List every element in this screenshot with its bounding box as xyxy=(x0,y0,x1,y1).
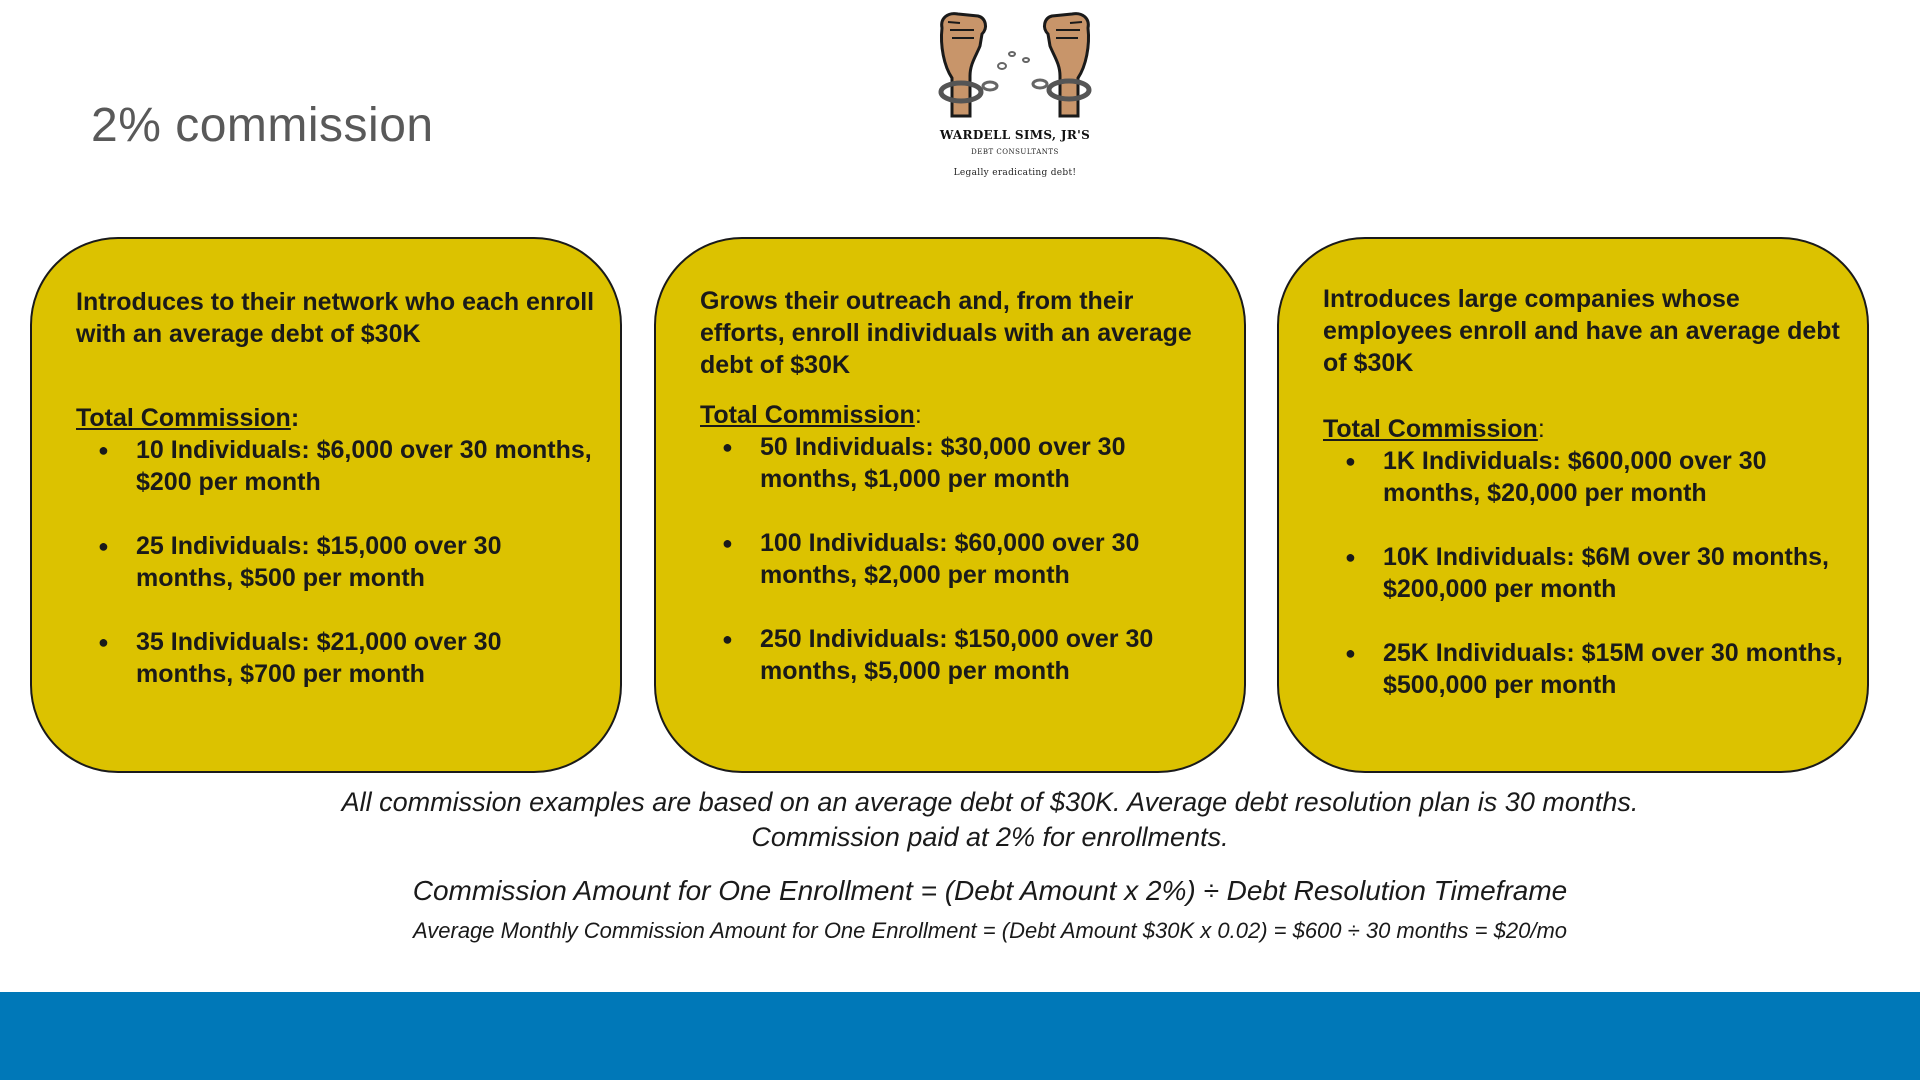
card-intro: Introduces to their network who each enroll with an average debt of $30K xyxy=(76,288,595,348)
list-item: ● 250 Individuals: $150,000 over 30 months, $5,000 per month xyxy=(700,623,1220,687)
list-item: ● 25 Individuals: $15,000 over 30 months, $500 per month xyxy=(76,530,596,594)
logo-tagline: Legally eradicating debt! xyxy=(953,168,1077,178)
commission-card-companies xyxy=(1277,237,1869,773)
list-item: ● 100 Individuals: $60,000 over 30 months, $2,000 per month xyxy=(700,527,1220,591)
footnote-line: All commission examples are based on an average debt of $30K. Average debt resolution plan is 30 months. xyxy=(341,787,1639,817)
card-intro: Introduces large companies whose employees enroll and have an average debt of $30K xyxy=(1323,285,1840,377)
commission-formula-example: Average Monthly Commission Amount for One Enrollment = (Debt Amount $30K x 0.02) = $600 ÷ 30 months = $20/mo xyxy=(412,918,1568,943)
list-item: ● 50 Individuals: $30,000 over 30 months, $1,000 per month xyxy=(700,431,1220,495)
commission-list xyxy=(1323,445,1843,701)
commission-list xyxy=(700,431,1220,687)
commission-list xyxy=(76,434,596,690)
slide-title: 2% commission xyxy=(91,99,434,152)
broken-shackles-fists-icon xyxy=(930,6,1100,124)
list-item: ● 10K Individuals: $6M over 30 months, $200,000 per month xyxy=(1323,541,1843,605)
list-item: ● 35 Individuals: $21,000 over 30 months, $700 per month xyxy=(76,626,596,690)
logo-company-name: WARDELL SIMS, JR'S xyxy=(939,128,1091,142)
logo-subtitle: DEBT CONSULTANTS xyxy=(971,148,1059,156)
company-logo xyxy=(915,6,1115,224)
total-commission-label: Total Commission: xyxy=(76,404,300,432)
total-commission-label: Total Commission: xyxy=(1323,415,1545,443)
footnote-line: Commission paid at 2% for enrollments. xyxy=(751,822,1229,852)
list-item: ● 25K Individuals: $15M over 30 months, $500,000 per month xyxy=(1323,637,1843,701)
footer-bar xyxy=(0,992,1920,1080)
list-item: ● 1K Individuals: $600,000 over 30 months, $20,000 per month xyxy=(1323,445,1843,509)
commission-card-network xyxy=(30,237,622,773)
commission-formula: Commission Amount for One Enrollment = (Debt Amount x 2%) ÷ Debt Resolution Timeframe xyxy=(412,875,1568,906)
list-item: ● 10 Individuals: $6,000 over 30 months, $200 per month xyxy=(76,434,596,498)
commission-card-outreach xyxy=(654,237,1246,773)
card-intro: Grows their outreach and, from their efforts, enroll individuals with an average debt of $30K xyxy=(700,287,1192,379)
commission-footnote xyxy=(200,785,1780,855)
total-commission-label: Total Commission: xyxy=(700,401,922,429)
